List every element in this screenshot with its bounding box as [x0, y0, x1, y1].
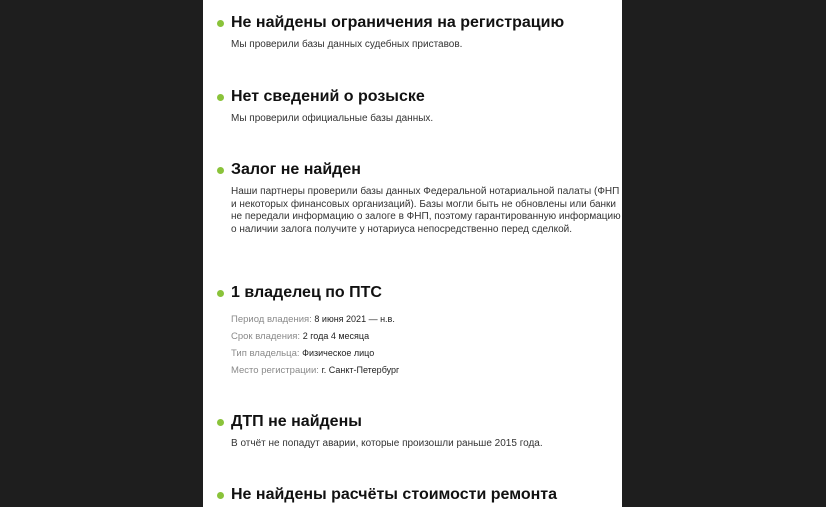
green-bullet-icon	[217, 20, 224, 27]
registration-section	[217, 13, 617, 52]
owner-period-row	[231, 313, 617, 330]
owners-title: 1 владелец по ПТС	[231, 284, 382, 301]
registration-desc: Мы проверили базы данных судебных приставов.	[231, 39, 463, 50]
owner-period-value: 8 июня 2021 — н.в.	[314, 314, 395, 324]
owner-duration-value: 2 года 4 месяца	[302, 331, 370, 341]
owner-period-label: Период владения:	[231, 314, 312, 325]
wanted-title: Нет сведений о розыске	[231, 88, 425, 105]
repairs-section	[217, 485, 617, 505]
wanted-section	[217, 87, 617, 126]
wanted-heading	[217, 87, 617, 107]
report-panel	[203, 0, 622, 507]
accidents-title: ДТП не найдены	[231, 413, 362, 430]
pledge-section	[217, 160, 621, 236]
owners-section	[217, 283, 617, 381]
owner-location-value: г. Санкт-Петербург	[321, 365, 400, 375]
green-bullet-icon	[217, 492, 224, 499]
owner-location-label: Место регистрации:	[231, 365, 319, 376]
owner-type-value: Физическое лицо	[302, 348, 375, 358]
owner-location-row	[231, 364, 617, 381]
registration-title: Не найдены ограничения на регистрацию	[231, 14, 565, 31]
accidents-heading	[217, 412, 617, 432]
accidents-desc: В отчёт не попадут аварии, которые произошли раньше 2015 года.	[231, 438, 543, 449]
owner-type-label: Тип владельца:	[231, 348, 300, 359]
green-bullet-icon	[217, 94, 224, 101]
owner-details	[217, 313, 617, 381]
pledge-desc: Наши партнеры проверили базы данных Федеральной нотариальной палаты (ФНП и некоторых финансовых организаций). Базы могли быть не обновлены или банки не передали информацию о залоге в ФНП, поэтому гарантированную информацию о наличии залога получите у нотариуса непосредственно перед сделкой.	[231, 186, 621, 235]
owner-duration-row	[231, 330, 617, 347]
repairs-title: Не найдены расчёты стоимости ремонта	[231, 486, 558, 503]
owner-type-row	[231, 347, 617, 364]
pledge-title: Залог не найден	[231, 161, 361, 178]
registration-heading	[217, 13, 617, 33]
owner-duration-label: Срок владения:	[231, 331, 301, 342]
repairs-heading	[217, 485, 617, 505]
wanted-desc: Мы проверили официальные базы данных.	[231, 113, 434, 124]
green-bullet-icon	[217, 167, 224, 174]
accidents-section	[217, 412, 617, 451]
green-bullet-icon	[217, 290, 224, 297]
pledge-heading	[217, 160, 617, 180]
green-bullet-icon	[217, 419, 224, 426]
owners-heading	[217, 283, 617, 303]
